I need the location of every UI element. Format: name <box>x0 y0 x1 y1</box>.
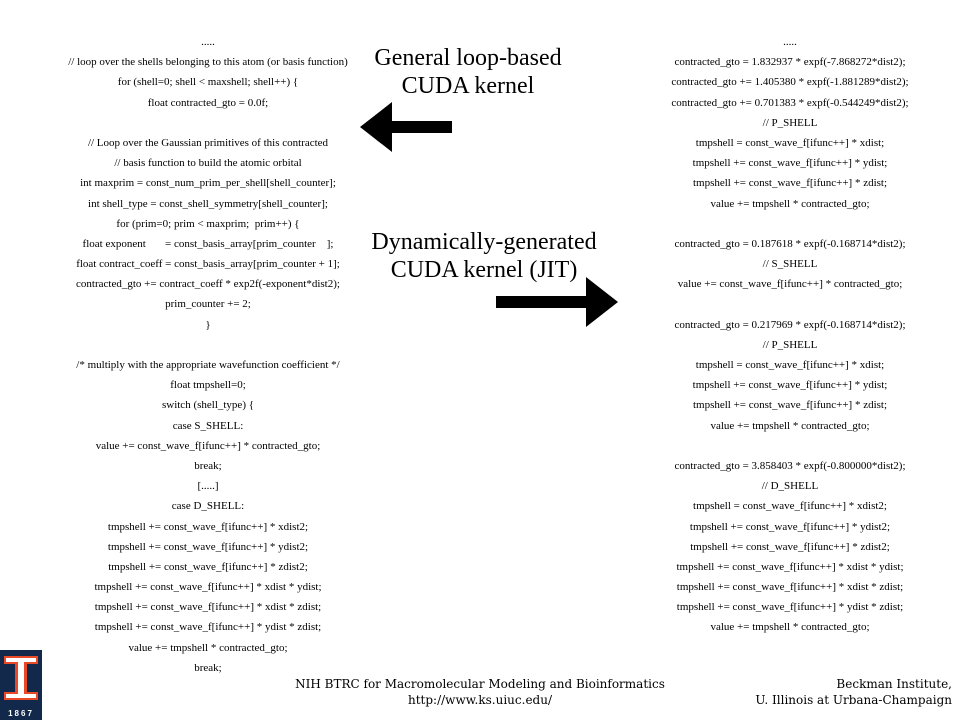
arrow-left-icon <box>360 102 452 152</box>
code-line: int shell_type = const_shell_symmetry[shell_counter]; <box>88 197 328 210</box>
code-line: // P_SHELL <box>762 338 818 351</box>
caption-generic-line1: General loop-based <box>374 45 562 71</box>
footer-center <box>280 676 680 708</box>
code-line: switch (shell_type) { <box>161 399 255 412</box>
code-line: tmpshell += const_wave_f[ifunc++] * zdist; <box>692 399 888 412</box>
code-line: tmpshell += const_wave_f[ifunc++] * xdist * ydist; <box>94 581 322 594</box>
footer-url[interactable]: http://www.ks.uiuc.edu/ <box>407 693 553 707</box>
code-line: for (prim=0; prim < maxprim; prim++) { <box>116 217 300 230</box>
jit-kernel-code <box>600 32 960 638</box>
code-line: } <box>205 318 211 331</box>
caption-generic-line2: CUDA kernel <box>401 73 535 99</box>
code-line: contracted_gto = 3.858403 * expf(-0.800000*dist2); <box>674 459 906 472</box>
code-line: // basis function to build the atomic orbital <box>114 157 302 170</box>
university-logo <box>0 650 42 720</box>
code-line: value += tmpshell * contracted_gto; <box>710 419 870 432</box>
footer-organization: NIH BTRC for Macromolecular Modeling and Bioinformatics <box>295 677 665 691</box>
code-line: [.....] <box>197 480 219 493</box>
code-line: // S_SHELL <box>762 258 818 271</box>
code-line: tmpshell += const_wave_f[ifunc++] * xdist * zdist; <box>94 601 322 614</box>
code-line: /* multiply with the appropriate wavefunction coefficient */ <box>76 359 340 371</box>
code-line: // D_SHELL <box>761 480 819 493</box>
code-line: tmpshell += const_wave_f[ifunc++] * zdist2; <box>108 560 308 573</box>
code-line: contracted_gto = 1.832937 * expf(-7.868272*dist2); <box>674 56 906 69</box>
code-line: break; <box>194 661 222 674</box>
code-line: contracted_gto = 0.187618 * expf(-0.168714*dist2); <box>674 237 906 250</box>
code-line: for (shell=0; shell < maxshell; shell++) { <box>117 76 299 89</box>
generic-kernel-code <box>0 32 416 678</box>
code-line: contracted_gto += 0.701383 * expf(-0.544249*dist2); <box>671 96 909 109</box>
code-line: ..... <box>201 36 215 48</box>
code-line: tmpshell = const_wave_f[ifunc++] * xdist; <box>695 359 885 371</box>
code-line: value += const_wave_f[ifunc++] * contracted_gto; <box>95 439 321 452</box>
code-line: case S_SHELL: <box>172 419 244 432</box>
code-line: ..... <box>783 36 797 48</box>
code-line: tmpshell += const_wave_f[ifunc++] * xdist * ydist; <box>676 560 904 573</box>
code-line: float contracted_gto = 0.0f; <box>147 96 269 109</box>
code-line: tmpshell += const_wave_f[ifunc++] * ydist2; <box>107 540 309 553</box>
caption-generic-kernel <box>356 44 580 100</box>
footer-university: U. Illinois at Urbana-Champaign <box>755 693 952 707</box>
code-line: tmpshell += const_wave_f[ifunc++] * ydist; <box>692 157 888 170</box>
caption-jit-kernel <box>352 228 616 284</box>
code-line: value += tmpshell * contracted_gto; <box>128 641 288 654</box>
code-line: int maxprim = const_num_prim_per_shell[shell_counter]; <box>80 177 336 190</box>
code-line: tmpshell += const_wave_f[ifunc++] * xdist * zdist; <box>676 581 904 594</box>
code-line: float contract_coeff = const_basis_array[prim_counter + 1]; <box>76 258 340 271</box>
code-line: tmpshell += const_wave_f[ifunc++] * zdist2; <box>690 540 890 553</box>
code-line: value += tmpshell * contracted_gto; <box>710 621 870 634</box>
logo-year: 1867 <box>8 709 34 718</box>
code-line: contracted_gto += 1.405380 * expf(-1.881289*dist2); <box>671 76 909 89</box>
code-line: prim_counter += 2; <box>165 298 251 311</box>
code-line: tmpshell += const_wave_f[ifunc++] * xdist2; <box>107 520 309 533</box>
code-line: tmpshell = const_wave_f[ifunc++] * xdist2; <box>693 500 887 513</box>
code-line: float tmpshell=0; <box>170 379 246 392</box>
code-line: tmpshell += const_wave_f[ifunc++] * ydist2; <box>689 520 891 533</box>
code-line: float exponent = const_basis_array[prim_counter ]; <box>82 237 334 250</box>
code-line: case D_SHELL: <box>171 500 245 513</box>
illinois-block-i-icon <box>0 650 42 706</box>
code-line: // P_SHELL <box>762 116 818 129</box>
code-line: tmpshell += const_wave_f[ifunc++] * ydist; <box>692 379 888 392</box>
code-line: tmpshell = const_wave_f[ifunc++] * xdist; <box>695 136 885 149</box>
code-line: value += tmpshell * contracted_gto; <box>710 197 870 210</box>
caption-jit-line2: CUDA kernel (JIT) <box>390 257 578 283</box>
code-line: value += const_wave_f[ifunc++] * contracted_gto; <box>677 278 903 291</box>
code-line: contracted_gto += contract_coeff * exp2f(-exponent*dist2); <box>76 278 340 291</box>
code-line: // loop over the shells belonging to this atom (or basis function) <box>68 56 348 69</box>
code-line: break; <box>194 459 222 472</box>
code-line: // Loop over the Gaussian primitives of this contracted <box>87 136 329 149</box>
code-line: tmpshell += const_wave_f[ifunc++] * ydist * zdist; <box>94 621 322 634</box>
caption-jit-line1: Dynamically-generated <box>371 229 597 255</box>
code-line: contracted_gto = 0.217969 * expf(-0.168714*dist2); <box>674 318 906 331</box>
code-line: tmpshell += const_wave_f[ifunc++] * ydist * zdist; <box>676 601 904 614</box>
code-line: tmpshell += const_wave_f[ifunc++] * zdist; <box>692 177 888 190</box>
footer-institute: Beckman Institute, <box>836 677 952 691</box>
footer-right <box>652 676 952 708</box>
